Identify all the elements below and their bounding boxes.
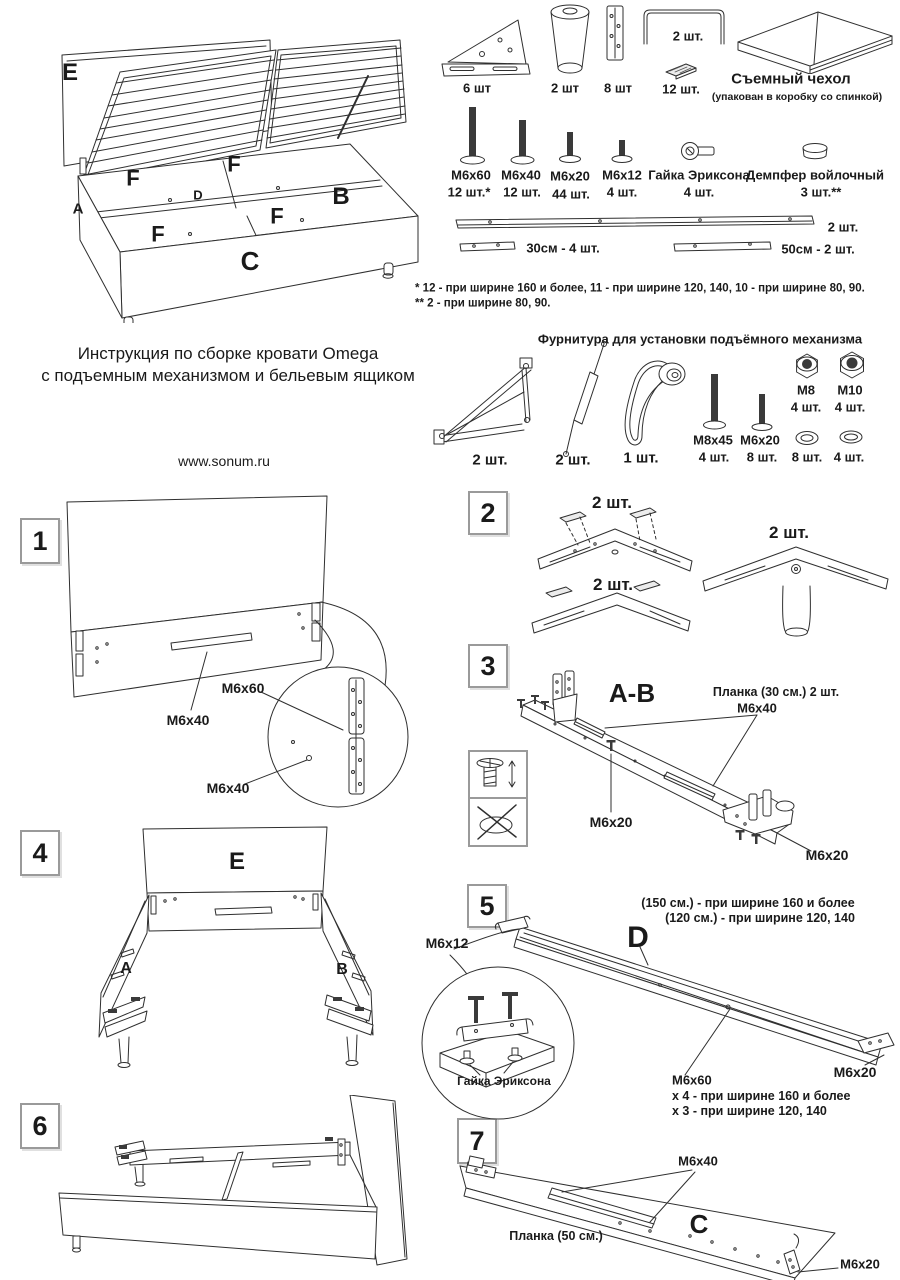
page-title-line2: с подъемным механизмом и бельевым ящиком — [41, 366, 415, 386]
step5-m6x20-label: M6x20 — [833, 1063, 877, 1080]
plank-50cm-icon — [670, 238, 778, 256]
pad-qty: 12 шт. — [662, 81, 700, 97]
bed-label-f1: F — [126, 165, 140, 191]
screw-depth-icon — [472, 754, 522, 794]
screw-depth-hint-box — [468, 750, 528, 800]
step5-d-label: D — [627, 920, 649, 954]
lift-mechanism-icon — [432, 346, 547, 458]
step7-m6x20-label: M6x20 — [840, 1256, 880, 1272]
step1-drawing — [55, 490, 450, 820]
mech-m8x45-qty: 4 шт. — [698, 449, 730, 465]
no-drill-hint-box — [468, 797, 528, 847]
corner-bracket-icon — [438, 12, 534, 82]
erikson-nut-label: Гайка Эриксона — [648, 167, 750, 183]
bed-label-f4: F — [151, 221, 165, 247]
step7-plank-label: Планка (50 см.) — [509, 1228, 603, 1243]
step-1-num-text: 1 — [32, 525, 48, 556]
bolt4-qty: 4 шт. — [606, 184, 638, 200]
step3-m6x40-label: M6x40 — [737, 700, 777, 716]
step4-b-label: B — [336, 960, 348, 978]
bolt-m6x60-icon — [458, 103, 488, 167]
bolt1-qty: 12 шт.* — [447, 184, 491, 200]
step6-drawing — [55, 1095, 445, 1280]
bed-label-b: B — [332, 183, 350, 211]
washer-4-icon — [836, 428, 866, 446]
step4-e-label: E — [228, 848, 246, 876]
strap-icon — [610, 348, 688, 456]
plank-50cm-label: 50см - 2 шт. — [781, 241, 855, 257]
damper-qty: 3 шт.** — [800, 184, 842, 200]
step-4-num-text: 4 — [32, 837, 48, 868]
step7-drawing — [440, 1125, 900, 1280]
mount-plate-icon — [600, 2, 630, 66]
step3-m6x20-left-label: M6x20 — [589, 813, 633, 830]
step5-note-120: (120 см.) - при ширине 120, 140 — [665, 910, 855, 925]
mech-washer8-qty: 8 шт. — [791, 449, 823, 465]
mech-strut-qty: 2 шт. — [555, 451, 591, 469]
step-2-number — [468, 491, 508, 535]
step5-m6x60-note2: x 3 - при ширине 120, 140 — [672, 1103, 827, 1118]
bolt1-label: M6x60 — [451, 167, 491, 183]
plank-30cm-label: 30см - 4 шт. — [526, 240, 600, 256]
mech-m8x45-label: M8x45 — [693, 432, 733, 448]
cover-title: Съемный чехол — [731, 70, 851, 88]
removable-cover-icon — [730, 4, 900, 74]
step7-m6x40-label: M6x40 — [678, 1153, 718, 1169]
plank-30cm-icon — [456, 238, 522, 256]
step2-qty-top: 2 шт. — [592, 493, 632, 513]
bolt-m6x40-icon — [508, 116, 538, 167]
mech-m8-label: M8 — [796, 382, 816, 398]
bolt-m6x12-icon — [608, 136, 636, 167]
step-6-num-text: 6 — [32, 1110, 48, 1141]
mech-m10-qty: 4 шт. — [834, 399, 866, 415]
bolt-m6x20-mech-icon — [750, 388, 774, 434]
step1-m6x40-bottom-label: M6x40 — [206, 779, 250, 796]
step3-title-ab: A-B — [608, 678, 656, 709]
step5-m6x60-label: M6x60 — [672, 1072, 712, 1088]
step4-a-label: A — [120, 959, 132, 977]
bolt2-qty: 12 шт. — [503, 184, 541, 200]
step-7-num-text: 7 — [469, 1125, 485, 1156]
damper-label: Демпфер войлочный — [746, 167, 884, 183]
mechanism-title: Фурнитура для установки подъёмного механизма — [537, 331, 863, 347]
footnote-1: * 12 - при ширине 160 и более, 11 - при ширине 120, 140, 10 - при ширине 80, 90. — [415, 282, 865, 295]
erikson-nut-icon — [678, 136, 718, 166]
step2-qty-right: 2 шт. — [769, 523, 809, 543]
felt-damper-icon — [798, 138, 834, 166]
website-text: www.sonum.ru — [178, 452, 270, 469]
bed-label-f2: F — [227, 151, 241, 177]
mech-m6x20-qty: 8 шт. — [746, 449, 778, 465]
step5-note-150: (150 см.) - при ширине 160 и более — [641, 895, 855, 910]
bracket-qty: 6 шт — [462, 80, 492, 96]
mech-m8-qty: 4 шт. — [790, 399, 822, 415]
mech-frame-qty: 2 шт. — [472, 451, 508, 469]
step7-c-label: C — [689, 1209, 709, 1240]
step-2-num-text: 2 — [480, 497, 496, 528]
step-3-num-text: 3 — [480, 650, 496, 681]
step-1-number — [20, 518, 60, 564]
leg-icon — [546, 2, 594, 78]
step2-drawing — [520, 485, 900, 650]
step5-m6x60-note1: x 4 - при ширине 160 и более — [672, 1088, 851, 1103]
erikson-nut-qty: 4 шт. — [683, 184, 715, 200]
bed-label-e: E — [61, 59, 79, 87]
bolt4-label: M6x12 — [602, 167, 642, 183]
step1-m6x60-label: M6x60 — [221, 679, 265, 696]
plank-long-qty: 2 шт. — [827, 219, 859, 235]
washer-8-icon — [792, 428, 822, 448]
bed-label-f3: F — [270, 203, 284, 229]
plate-qty: 8 шт — [603, 80, 633, 96]
bed-label-d: D — [193, 187, 203, 203]
mech-strap-qty: 1 шт. — [623, 449, 659, 467]
step4-drawing — [55, 825, 440, 1090]
footnote-2: ** 2 - при ширине 80, 90. — [415, 297, 551, 310]
gas-strut-icon — [546, 338, 614, 460]
bed-label-a: A — [72, 200, 84, 218]
rod-qty: 2 шт. — [672, 28, 704, 44]
bolt3-label: M6x20 — [550, 168, 590, 184]
nut-m10-icon — [836, 350, 868, 380]
step-3-number — [468, 644, 508, 688]
bolt2-label: M6x40 — [501, 167, 541, 183]
step3-plank-label: Планка (30 см.) 2 шт. — [712, 684, 840, 699]
mech-m6x20-label: M6x20 — [740, 432, 780, 448]
cover-note: (упакован в коробку со спинкой) — [711, 90, 883, 103]
step3-drawing — [515, 648, 900, 863]
bolt3-qty: 44 шт. — [552, 186, 590, 202]
mech-washer4-qty: 4 шт. — [833, 449, 865, 465]
step5-erikson-nut-label: Гайка Эриксона — [457, 1074, 551, 1089]
no-drill-icon — [472, 801, 522, 841]
bed-label-c: C — [240, 246, 260, 277]
nut-m8-icon — [792, 352, 822, 380]
plank-long-icon — [450, 214, 822, 236]
bolt-m6x20-icon — [556, 128, 584, 167]
step-5-num-text: 5 — [479, 890, 495, 921]
bolt-m8x45-icon — [702, 370, 728, 434]
step-6-number — [20, 1103, 60, 1149]
step3-m6x20-right-label: M6x20 — [805, 846, 849, 863]
step5-m6x12-label: M6x12 — [425, 934, 469, 951]
step2-qty-mid: 2 шт. — [593, 575, 633, 595]
step1-m6x40-top-label: M6x40 — [166, 711, 210, 728]
step-4-number — [20, 830, 60, 876]
mech-m10-label: M10 — [837, 382, 863, 398]
felt-pad-icon — [660, 60, 700, 80]
page-title-line1: Инструкция по сборке кровати Omega — [77, 344, 379, 364]
leg-qty: 2 шт — [550, 80, 580, 96]
